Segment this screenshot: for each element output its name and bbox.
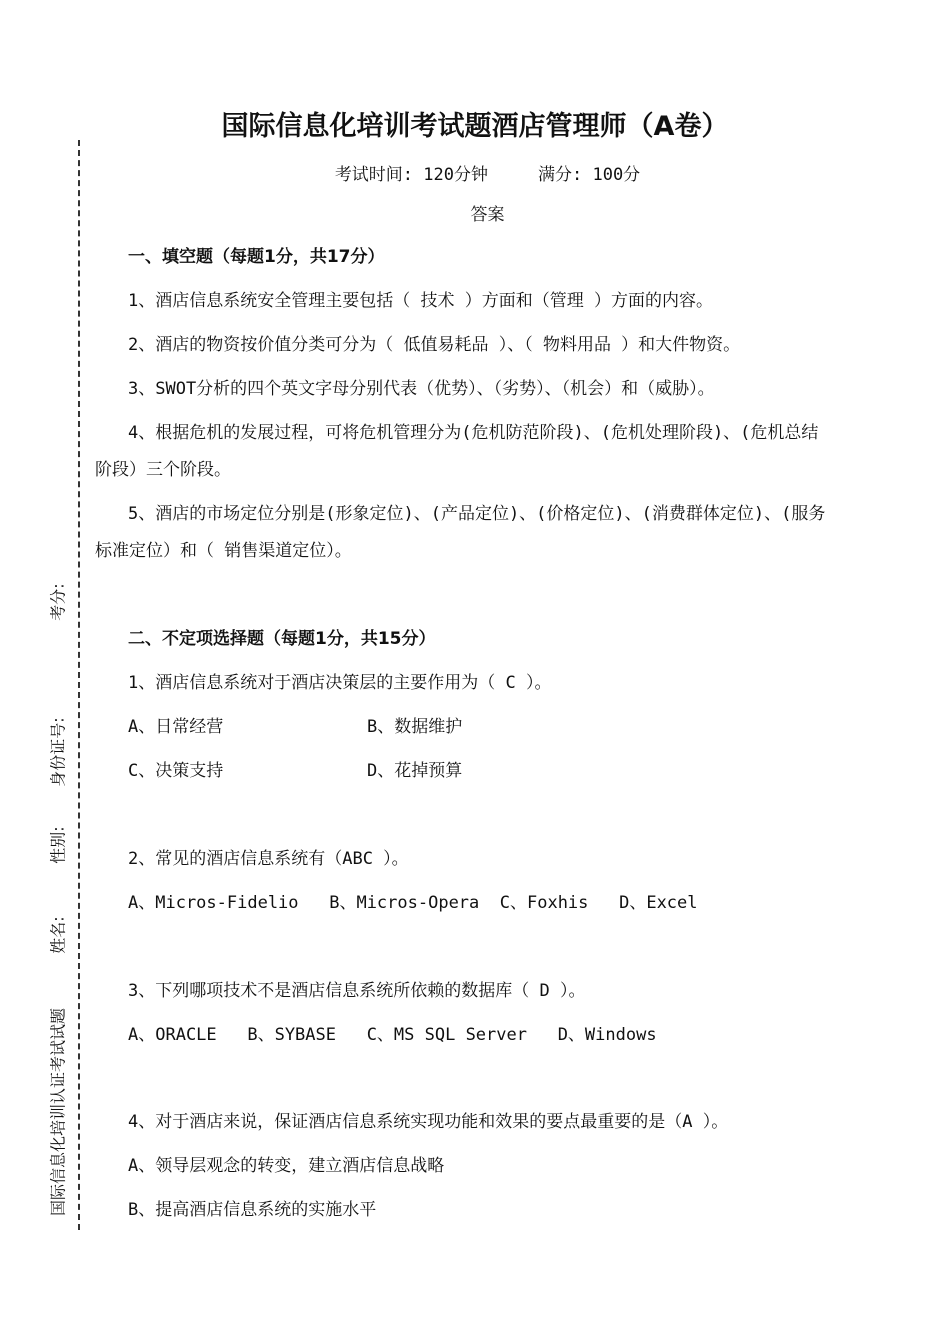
- s1-question-5: 5、酒店的市场定位分别是(形象定位)、(产品定位)、(价格定位)、(消费群体定位)、(服务: [128, 504, 826, 524]
- s1-question-4: 4、根据危机的发展过程，可将危机管理分为(危机防范阶段)、(危机处理阶段)、(危机总结: [128, 423, 819, 443]
- s1-question-1: 1、酒店信息系统安全管理主要包括（ 技术 ）方面和（管理 ）方面的内容。: [128, 291, 713, 311]
- s1-question-3: 3、SWOT分析的四个英文字母分别代表（优势）、（劣势）、（机会）和（威胁）。: [128, 379, 715, 399]
- s2-q1-option-a: A、日常经营: [128, 717, 224, 737]
- answer-label: 答案: [470, 205, 505, 225]
- s1-question-2: 2、酒店的物资按价值分类可分为（ 低值易耗品 ）、（ 物料用品 ）和大件物资。: [128, 335, 741, 355]
- s2-q1-option-b: B、数据维护: [367, 717, 463, 737]
- exam-time: 考试时间: 120分钟: [334, 165, 488, 185]
- s2-q1-option-d: D、花掉预算: [367, 761, 463, 781]
- side-label-id: 身份证号:: [48, 717, 68, 787]
- side-label-name: 姓名:: [48, 916, 68, 954]
- s1-question-4-cont: 阶段）三个阶段。: [95, 460, 231, 480]
- s1-question-5-cont: 标准定位）和（ 销售渠道定位）。: [95, 541, 352, 561]
- section1-heading: 一、填空题（每题1分，共17分）: [128, 247, 385, 267]
- full-score: 满分: 100分: [538, 165, 641, 185]
- s2-question-1: 1、酒店信息系统对于酒店决策层的主要作用为（ C ）。: [128, 673, 552, 693]
- s2-q4-option-a: A、领导层观念的转变，建立酒店信息战略: [128, 1156, 445, 1176]
- side-label-org: 国际信息化培训认证考试试题: [48, 1007, 68, 1217]
- exam-info: [0, 160, 950, 185]
- section2-heading: 二、不定项选择题（每题1分，共15分）: [128, 629, 436, 649]
- s2-q4-option-b: B、提高酒店信息系统的实施水平: [128, 1200, 377, 1220]
- s2-question-4: 4、对于酒店来说，保证酒店信息系统实现功能和效果的要点最重要的是（A ）。: [128, 1112, 729, 1132]
- page-title: 国际信息化培训考试题酒店管理师（A卷）: [221, 111, 729, 142]
- s2-q3-options: A、ORACLE B、SYBASE C、MS SQL Server D、Windows: [128, 1025, 657, 1045]
- s2-q1-option-c: C、决策支持: [128, 761, 224, 781]
- binding-dashed-line: [78, 140, 80, 1230]
- s2-q2-options: A、Micros-Fidelio B、Micros-Opera C、Foxhis D、Excel: [128, 893, 698, 913]
- s2-question-3: 3、下列哪项技术不是酒店信息系统所依赖的数据库（ D ）。: [128, 981, 586, 1001]
- s2-question-2: 2、常见的酒店信息系统有（ABC ）。: [128, 849, 409, 869]
- side-label-score: 考分:: [48, 583, 68, 621]
- side-label-gender: 性别:: [48, 826, 68, 864]
